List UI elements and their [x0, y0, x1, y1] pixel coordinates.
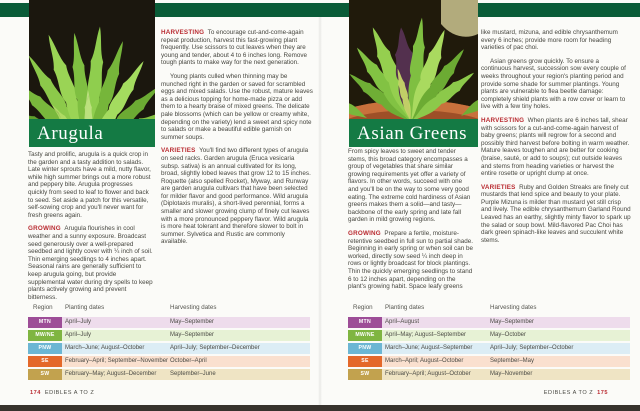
harvesting-column-header: Harvesting dates — [170, 304, 217, 311]
region-column-header: Region — [353, 304, 373, 311]
varieties-heading: VARIETIES — [161, 147, 196, 155]
table-row — [348, 317, 630, 328]
region-badge: MTN — [28, 317, 62, 328]
region-column-header: Region — [33, 304, 53, 311]
planting-dates: April–July — [65, 332, 92, 338]
asian-greens-intro-paragraph: From spicy leaves to sweet and tender stems, this broad category encompasses a group of vegetables that share similar growing requirements yet offer a variety of flavors. In other words, succeed with one and you'll be on the way to some very good eating. The extreme cold hardiness of Asian greens makes them a solid—and tasty—backbone of the early spring and late fall garden in mild growing regions. — [348, 148, 471, 224]
arugula-growing-paragraph — [28, 225, 153, 301]
region-badge: SE — [348, 356, 382, 367]
region-badge: SW — [348, 369, 382, 380]
harvesting-dates: October–April — [170, 358, 207, 364]
asian-greens-succession-paragraph: Asian greens grow quickly. To ensure a continuous harvest, succession sow every couple of weeks throughout your region's planting period and provide some shade for summer plantings. Young plants are vulnerable to flea beetle damage: completely shield plants with a row cover or learn to live with a few tiny holes. — [481, 57, 626, 111]
region-badge: PNW — [28, 343, 62, 354]
planting-dates: April–July — [65, 319, 92, 325]
planting-dates: March–June; August–September — [385, 345, 473, 351]
harvesting-heading: HARVESTING — [161, 29, 205, 36]
left-page-footer — [30, 390, 94, 396]
harvesting-dates: May–September — [170, 332, 215, 338]
asian-greens-growing-text: Prepare a fertile, moisture-retentive seedbed in full sun to partial shade. Beginning in early spring or when soil can be worked, directly sow seed ¼ inch deep in rows or lightly broadcast for block plantings. Thin the quickly emerging seedlings to stand 6 to 12 inches apart, depending on the plant's growing habit. Space leafy greens — [348, 229, 473, 291]
harvesting-dates: September–June — [170, 371, 216, 377]
right-footer-title: EDIBLES A TO Z — [543, 390, 594, 396]
asian-greens-planting-table — [348, 304, 630, 382]
table-row — [348, 369, 630, 380]
asian-greens-varieties-paragraph — [481, 184, 631, 245]
right-page-number: 175 — [597, 390, 608, 396]
asian-greens-photo — [349, 0, 478, 147]
harvesting-dates: September–May — [490, 358, 535, 364]
region-badge: SE — [28, 356, 62, 367]
planting-column-header: Planting dates — [385, 304, 425, 311]
arugula-page-title: Arugula — [37, 123, 104, 144]
planting-dates: February–April; September–November — [65, 358, 169, 364]
asian-greens-column-1 — [348, 148, 473, 297]
asian-greens-harvesting-text: When plants are 6 inches tall, shear with scissors for a cut-and-come-again harvest of baby greens; plants will regrow for a second and possibly third harvest before bolting in warm weather. Mature leaves toughen and are better for cooking (braise, sauté, or add to soups); cut outside leaves and stems from heading varieties or harvest the entire rosette or upright clump at once. — [481, 116, 630, 178]
planting-dates: April–May; August–September — [385, 332, 467, 338]
table-row — [28, 330, 310, 341]
table-row — [348, 330, 630, 341]
planting-dates: March–June; August–October — [65, 345, 145, 351]
region-badge: MW/NE — [348, 330, 382, 341]
asian-greens-page-title: Asian Greens — [357, 123, 468, 144]
table-header-row — [348, 304, 630, 314]
arugula-title-band — [29, 119, 155, 147]
harvesting-dates: April–July; September–December — [170, 345, 260, 351]
varieties-heading: VARIETIES — [481, 183, 516, 191]
arugula-varieties-paragraph — [161, 147, 313, 246]
harvesting-column-header: Harvesting dates — [490, 304, 537, 311]
region-badge: MW/NE — [28, 330, 62, 341]
arugula-intro-paragraph: Tasty and prolific, arugula is a quick crop in the garden and a tasty addition to salads. Late winter sprouts have a mild, nutty flavor, while high summer brings out a more robust and peppery bite. Arugula progresses quickly from seed to leaf to flower and back to seed. Set aside a patch for this versatile, self-sowing crop and you'll never want for fresh greens again. — [28, 151, 151, 219]
planting-dates: February–May; August–December — [65, 371, 157, 377]
table-row — [28, 356, 310, 367]
growing-heading: GROWING — [348, 229, 381, 237]
table-row — [28, 343, 310, 354]
asian-greens-continuation-paragraph: like mustard, mizuna, and edible chrysanthemum every 6 inches; provide more room for heading varieties of pac choi. — [481, 29, 618, 52]
table-row — [28, 317, 310, 328]
arugula-harvesting-paragraph-2: Young plants culled when thinning may be munched right in the garden or saved for scrambled eggs and mixed salads. Use the robust, mature leaves as a delicious topping for home-made pizza or add them to a hearty braise of mixed greens. The delicate pale blossoms (which can be yellow or creamy white, depending on the variety) lend a sweet and spicy note to salads or make a beautiful edible garnish on summer soups. — [161, 72, 313, 141]
arugula-varieties-text: You'll find two different types of arugula on seed racks. Garden arugula (Eruca vesicaria subsp. sativa) is an annual cultivated for its long, broad, slightly lobed leaves that grow 12 to 15 inches. Roquette (also spelled Rocket), Myway, and Runway are garden arugula cultivars that have been selected for milder flavor and good performance. Wild arugula (Diplotaxis muralis), a short-lived perennial, forms a smaller and slower growing clump of finely cut leaves with a more pronounced peppery flavor. Wild arugula is more heat tolerant and therefore slower to bolt in summer. Sylvetica and Rustic are commonly available. — [161, 147, 311, 246]
planting-column-header: Planting dates — [65, 304, 105, 311]
arugula-growing-text: Arugula flourishes in cool weather and a sunny exposure. Broadcast seed generously over a well-prepared seedbed and lightly cover with ¼ inch of soil. Thin emerging seedlings to 4 inches apart. Seasonal rains are generally sufficient to keep arugula going, but provide supplemental water during dry spells to keep plants actively growing and prevent bitterness. — [28, 225, 153, 301]
region-badge: MTN — [348, 317, 382, 328]
planting-dates: April–August — [385, 319, 420, 325]
harvesting-dates: May–November — [490, 371, 533, 377]
asian-greens-title-band — [349, 119, 478, 147]
bottom-edge-strip — [0, 405, 640, 411]
table-row — [348, 343, 630, 354]
right-page-footer — [544, 390, 608, 396]
harvesting-dates: April–July; September–October — [490, 345, 574, 351]
table-header-row — [28, 304, 310, 314]
planting-dates: February–April; August–October — [385, 371, 471, 377]
table-row — [348, 356, 630, 367]
harvesting-dates: May–September — [490, 319, 535, 325]
harvesting-dates: May–September — [170, 319, 215, 325]
arugula-planting-table — [28, 304, 310, 382]
growing-heading: GROWING — [28, 225, 61, 233]
left-page-number: 174 — [30, 390, 41, 396]
table-row — [28, 369, 310, 380]
asian-greens-column-2 — [481, 29, 631, 250]
arugula-harvesting-paragraph — [161, 29, 313, 67]
asian-greens-growing-paragraph — [348, 230, 473, 291]
arugula-photo — [29, 0, 155, 147]
arugula-column-2 — [161, 29, 313, 252]
asian-greens-varieties-text: Ruby and Golden Streaks are finely cut mustards that lend spice and beauty to your plate. Purple Mizuna is milder than mustard yet still crisp and lively. The edible chrysanthemum Garland Round Leaved has an earthy, slightly minty flavor to spark up the salad or soup bowl. Mild-flavored Pac Choi has dark green spinach-like leaves and succulent white stems. — [481, 183, 631, 244]
region-badge: PNW — [348, 343, 382, 354]
asian-greens-harvesting-paragraph — [481, 117, 631, 178]
left-footer-title: EDIBLES A TO Z — [44, 390, 95, 396]
arugula-harvesting-text: To encourage cut-and-come-again repeat production, harvest this fast-growing plant frequently. Use scissors to cut leaves when they are young and tender, about 4 to 6 inches long. Remove tough plants to make way for the next generation. — [161, 29, 307, 67]
region-badge: SW — [28, 369, 62, 380]
page-gutter — [318, 17, 322, 405]
arugula-column-1 — [28, 151, 153, 307]
harvesting-heading: HARVESTING — [481, 116, 525, 124]
planting-dates: March–April; August–October — [385, 358, 464, 364]
harvesting-dates: May–October — [490, 332, 527, 338]
